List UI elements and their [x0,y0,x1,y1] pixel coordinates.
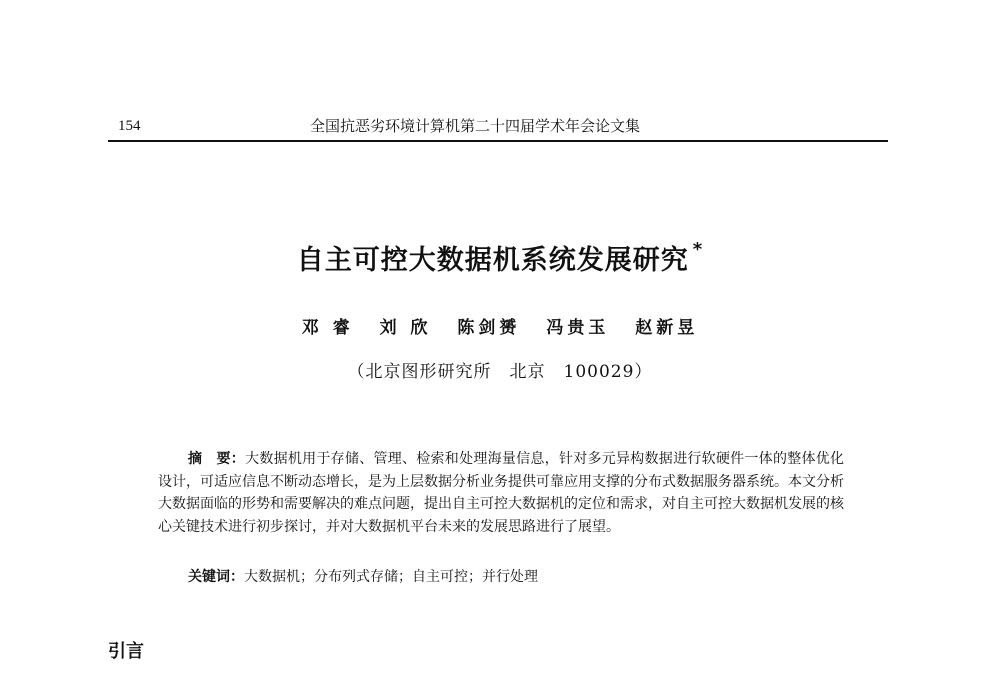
abstract-text: 大数据机用于存储、管理、检索和处理海量信息，针对多元异构数据进行软硬件一体的整体优化设计，可适应信息不断动态增长，是为上层数据分析业务提供可靠应用支撑的分布式数据服务器系统。本文分析大数据面临的形势和需要解决的难点问题，提出自主可控大数据机的定位和需求，对自主可控大数据机发展的核心关键技术进行初步探讨，并对大数据机平台未来的发展思路进行了展望。 [158,451,845,535]
keywords [188,566,538,586]
header-rule [108,140,888,142]
section-heading: 引言 [108,641,144,662]
author: 邓 睿 [301,318,354,338]
cut-off-body-text [140,676,890,684]
author: 刘 欣 [379,318,432,338]
abstract [158,448,844,538]
author-list [0,313,1000,338]
page-number: 154 [118,118,141,134]
keywords-text: 大数据机；分布列式存储；自主可控；并行处理 [244,569,538,585]
body-text-line [140,676,890,684]
author: 冯贵玉 [546,318,610,338]
paper-title-text: 自主可控大数据机系统发展研究 [296,245,689,276]
title-footnote-mark: * [692,239,704,260]
keywords-label: 关键词： [188,569,244,585]
paper-title [0,238,1000,277]
abstract-body [158,448,844,538]
affiliation: （北京图形研究所 北京 100029） [347,362,653,382]
running-header: 全国抗恶劣环境计算机第二十四届学术年会论文集 [310,117,641,135]
author: 陈剑赟 [457,318,521,338]
author: 赵新昱 [635,318,699,338]
abstract-label: 摘 要： [188,451,246,467]
